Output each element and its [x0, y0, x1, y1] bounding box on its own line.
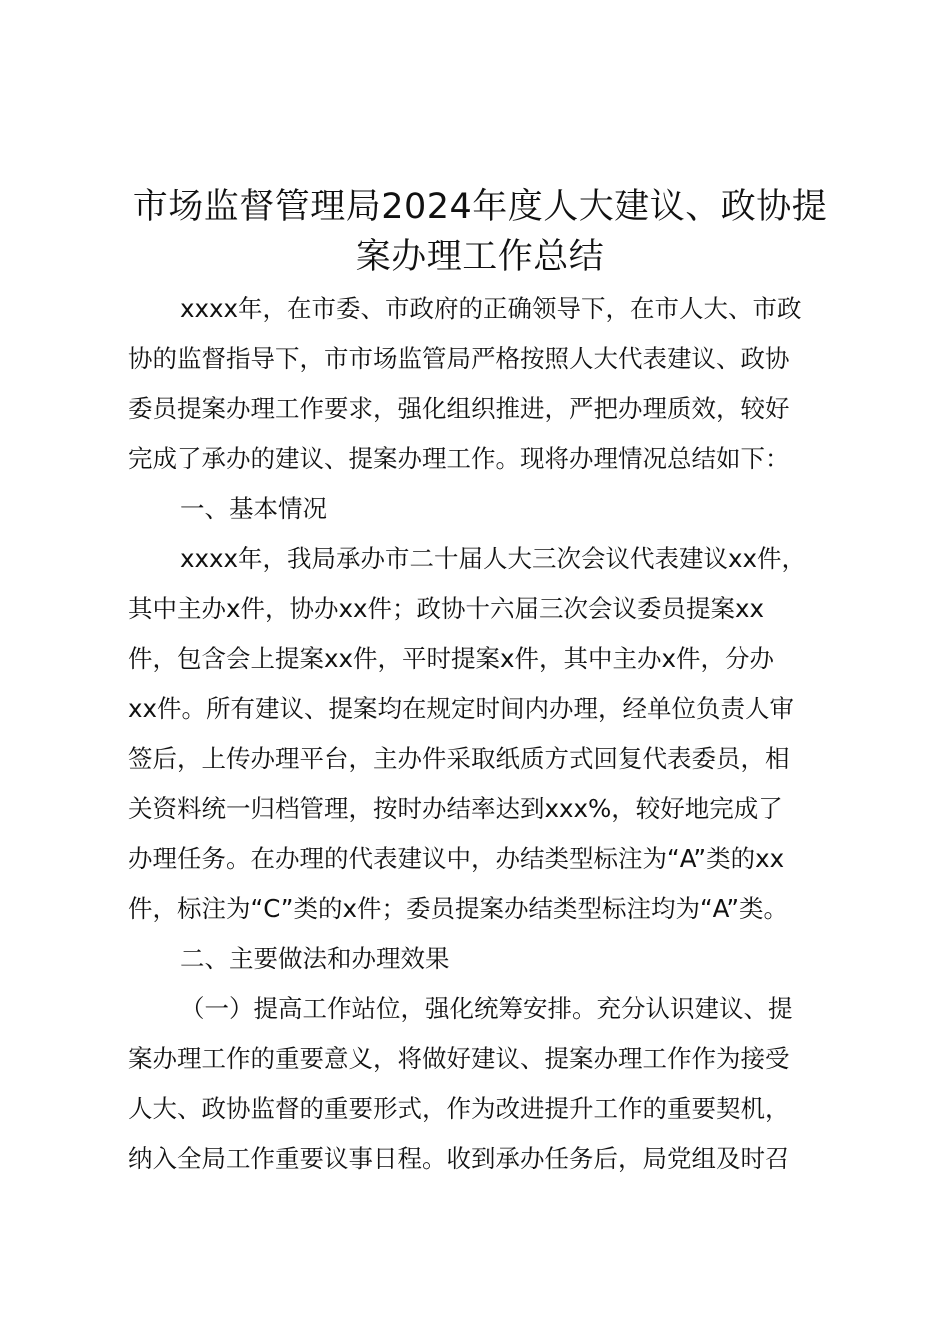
paragraph-basic-line: 关资料统一归档管理，按时办结率达到xxx%，较好地完成了 [128, 794, 783, 823]
paragraph-basic-line: 签后，上传办理平台，主办件采取纸质方式回复代表委员，相 [128, 744, 790, 773]
paragraph-basic-line: 其中主办x件，协办xx件；政协十六届三次会议委员提案xx [128, 594, 764, 623]
paragraph-basic-line: xx件。所有建议、提案均在规定时间内办理，经单位负责人审 [128, 694, 794, 723]
paragraph-intro-line: xxxx年，在市委、市政府的正确领导下，在市人大、市政 [180, 294, 802, 323]
title-line-1: 市场监督管理局2024年度人大建议、政协提 [132, 187, 828, 227]
paragraph-basic-line: 办理任务。在办理的代表建议中，办结类型标注为“A”类的xx [128, 844, 785, 873]
document-body [128, 284, 848, 1184]
paragraph-sub1-line: 人大、政协监督的重要形式，作为改进提升工作的重要契机， [128, 1094, 790, 1123]
paragraph-basic-line: xxxx年，我局承办市二十届人大三次会议代表建议xx件， [180, 544, 806, 573]
paragraph-intro-line: 协的监督指导下，市市场监管局严格按照人大代表建议、政协 [128, 344, 790, 373]
section-heading-main: 二、主要做法和办理效果 [180, 944, 450, 973]
title-line-2: 案办理工作总结 [355, 237, 605, 277]
paragraph-intro-line: 委员提案办理工作要求，强化组织推进，严把办理质效，较好 [128, 394, 790, 423]
paragraph-sub1-line: 案办理工作的重要意义，将做好建议、提案办理工作作为接受 [128, 1044, 790, 1073]
section-heading-basic: 一、基本情况 [180, 494, 327, 523]
paragraph-intro-line: 完成了承办的建议、提案办理工作。现将办理情况总结如下： [128, 444, 790, 473]
paragraph-sub1-line: 纳入全局工作重要议事日程。收到承办任务后，局党组及时召 [128, 1144, 790, 1173]
document-title [110, 182, 850, 282]
paragraph-sub1-line: （一）提高工作站位，强化统筹安排。充分认识建议、提 [180, 994, 793, 1023]
paragraph-basic-line: 件，包含会上提案xx件，平时提案x件，其中主办x件，分办 [128, 644, 774, 673]
paragraph-basic-line: 件，标注为“C”类的x件；委员提案办结类型标注均为“A”类。 [128, 894, 789, 923]
